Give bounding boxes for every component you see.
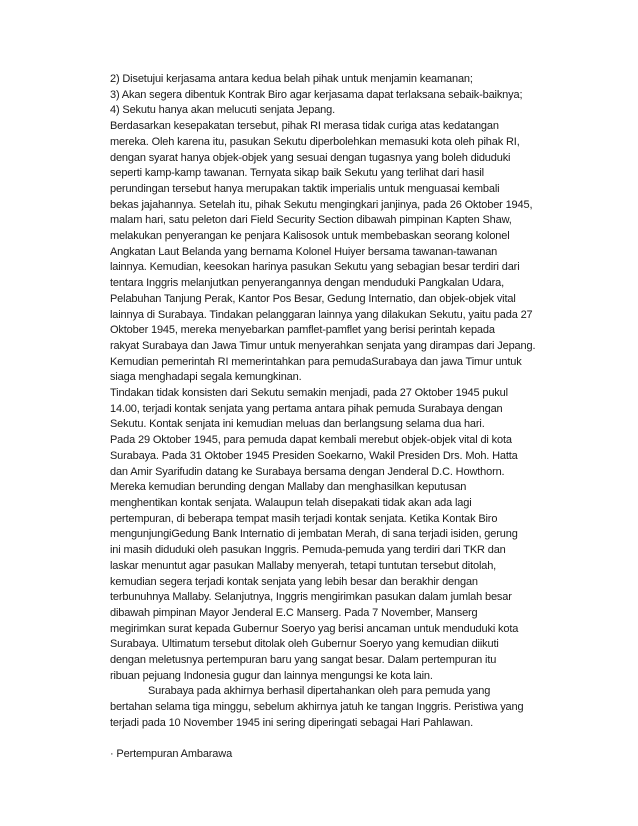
- text-line: bekas jajahannya. Setelah itu, pihak Sekutu mengingkari janjinya, pada 26 Oktober 1945,: [110, 198, 533, 211]
- text-line: Mereka kemudian berunding dengan Mallaby dan menghasilkan keputusan: [110, 481, 467, 494]
- text-line: menghentikan kontak senjata. Walaupun telah disepakati tidak akan ada lagi: [110, 496, 472, 509]
- paragraph-gap: [110, 732, 580, 748]
- text-line: megirimkan surat kepada Gubernur Soeryo yag berisi ancaman untuk menduduki kota: [110, 622, 519, 635]
- text-line: malam hari, satu peleton dari Field Security Section dibawah pimpinan Kapten Shaw,: [110, 214, 512, 227]
- text-line: Sekutu. Kontak senjata ini kemudian meluas dan berlangsung selama dua hari.: [110, 418, 485, 431]
- text-line: siaga menghadapi segala kemungkinan.: [110, 371, 302, 384]
- text-line: Surabaya. Ultimatum tersebut ditolak oleh Gubernur Soeryo yang kemudian diikuti: [110, 638, 499, 651]
- text-line: bertahan selama tiga minggu, sebelum akhirnya jatuh ke tangan Inggris. Peristiwa yang: [110, 701, 524, 714]
- text-line: ini masih diduduki oleh pasukan Inggris. Pemuda-pemuda yang terdiri dari TKR dan: [110, 544, 506, 557]
- text-line: 4) Sekutu hanya akan melucuti senjata Jepang.: [110, 104, 336, 117]
- text-line: Pelabuhan Tanjung Perak, Kantor Pos Besar, Gedung Internatio, dan objek-objek vital: [110, 292, 516, 305]
- text-line: dan Amir Syarifudin datang ke Surabaya bersama dengan Jenderal D.C. Howthorn.: [110, 465, 505, 478]
- text-line: Tindakan tidak konsisten dari Sekutu semakin menjadi, pada 27 Oktober 1945 pukul: [110, 387, 508, 400]
- text-line: Angkatan Laut Belanda yang bernama Kolonel Huiyer bersama tawanan-tawanan: [110, 245, 498, 258]
- closing-paragraph: [110, 684, 580, 731]
- text-line: Berdasarkan kesepakatan tersebut, pihak RI merasa tidak curiga atas kedatangan: [110, 120, 499, 133]
- text-line: melakukan penyerangan ke penjara Kalisosok untuk membebaskan seorang kolonel: [110, 230, 510, 243]
- document-page: [110, 72, 580, 763]
- text-line: tentara Inggris melanjutkan penyerangannya dengan menduduki Pangkalan Udara,: [110, 277, 505, 290]
- section-heading: · Pertempuran Ambarawa: [110, 748, 233, 761]
- text-line: kemudian segera terjadi kontak senjata yang lebih besar dan berakhir dengan: [110, 575, 478, 588]
- text-line: terbunuhnya Mallaby. Selanjutnya, Inggris mengirimkan pasukan dalam jumlah besar: [110, 591, 512, 604]
- text-line: 14.00, terjadi kontak senjata yang pertama antara pihak pemuda Surabaya dengan: [110, 402, 503, 415]
- text-line: Kemudian pemerintah RI memerintahkan para pemudaSurabaya dan jawa Timur untuk: [110, 355, 522, 368]
- text-line: perundingan tersebut hanya merupakan taktik imperialis untuk menguasai kembali: [110, 182, 500, 195]
- text-line: dibawah pimpinan Mayor Jenderal E.C Manserg. Pada 7 November, Manserg: [110, 606, 478, 619]
- text-line: pertempuran, di beberapa tempat masih terjadi kontak senjata. Ketika Kontak Biro: [110, 512, 498, 525]
- text-line: seperti kamp-kamp tawanan. Ternyata sikap baik Sekutu yang terlihat dari hasil: [110, 167, 484, 180]
- text-line: Surabaya. Pada 31 Oktober 1945 Presiden Soekarno, Wakil Presiden Drs. Moh. Hatta: [110, 449, 518, 462]
- text-line: terjadi pada 10 November 1945 ini sering diperingati sebagai Hari Pahlawan.: [110, 716, 473, 729]
- text-line-indented: Surabaya pada akhirnya berhasil dipertahankan oleh para pemuda yang: [148, 685, 491, 698]
- body-text: [110, 72, 580, 684]
- text-line: Pada 29 Oktober 1945, para pemuda dapat kembali merebut objek-objek vital di kota: [110, 434, 512, 447]
- text-line: Oktober 1945, mereka menyebarkan pamflet-pamflet yang berisi perintah kepada: [110, 324, 495, 337]
- text-line: dengan syarat hanya objek-objek yang sesuai dengan tugasnya yang boleh diduduki: [110, 151, 511, 164]
- text-line: ribuan pejuang Indonesia gugur dan lainnya mengungsi ke kota lain.: [110, 669, 433, 682]
- text-line: laskar menuntut agar pasukan Mallaby menyerah, tetapi tuntutan tersebut ditolah,: [110, 559, 497, 572]
- text-line: mereka. Oleh karena itu, pasukan Sekutu diperbolehkan memasuki kota oleh pihak RI,: [110, 135, 520, 148]
- text-line: 3) Akan segera dibentuk Kontrak Biro agar kerjasama dapat terlaksana sebaik-baiknya;: [110, 88, 523, 101]
- text-line: lainnya. Kemudian, keesokan harinya pasukan Sekutu yang sebagian besar terdiri dari: [110, 261, 520, 274]
- text-line: dengan meletusnya pertempuran baru yang sangat besar. Dalam pertempuran itu: [110, 654, 497, 667]
- text-line: rakyat Surabaya dan Jawa Timur untuk menyerahkan senjata yang dirampas dari Jepang.: [110, 339, 536, 352]
- text-line: lainnya di Surabaya. Tindakan pelanggaran lainnya yang dilakukan Sekutu, yaitu pada 27: [110, 308, 533, 321]
- text-line: 2) Disetujui kerjasama antara kedua belah pihak untuk menjamin keamanan;: [110, 73, 473, 85]
- text-line: mengunjungiGedung Bank Internatio di jembatan Merah, di sana terjadi isiden, gerung: [110, 528, 518, 541]
